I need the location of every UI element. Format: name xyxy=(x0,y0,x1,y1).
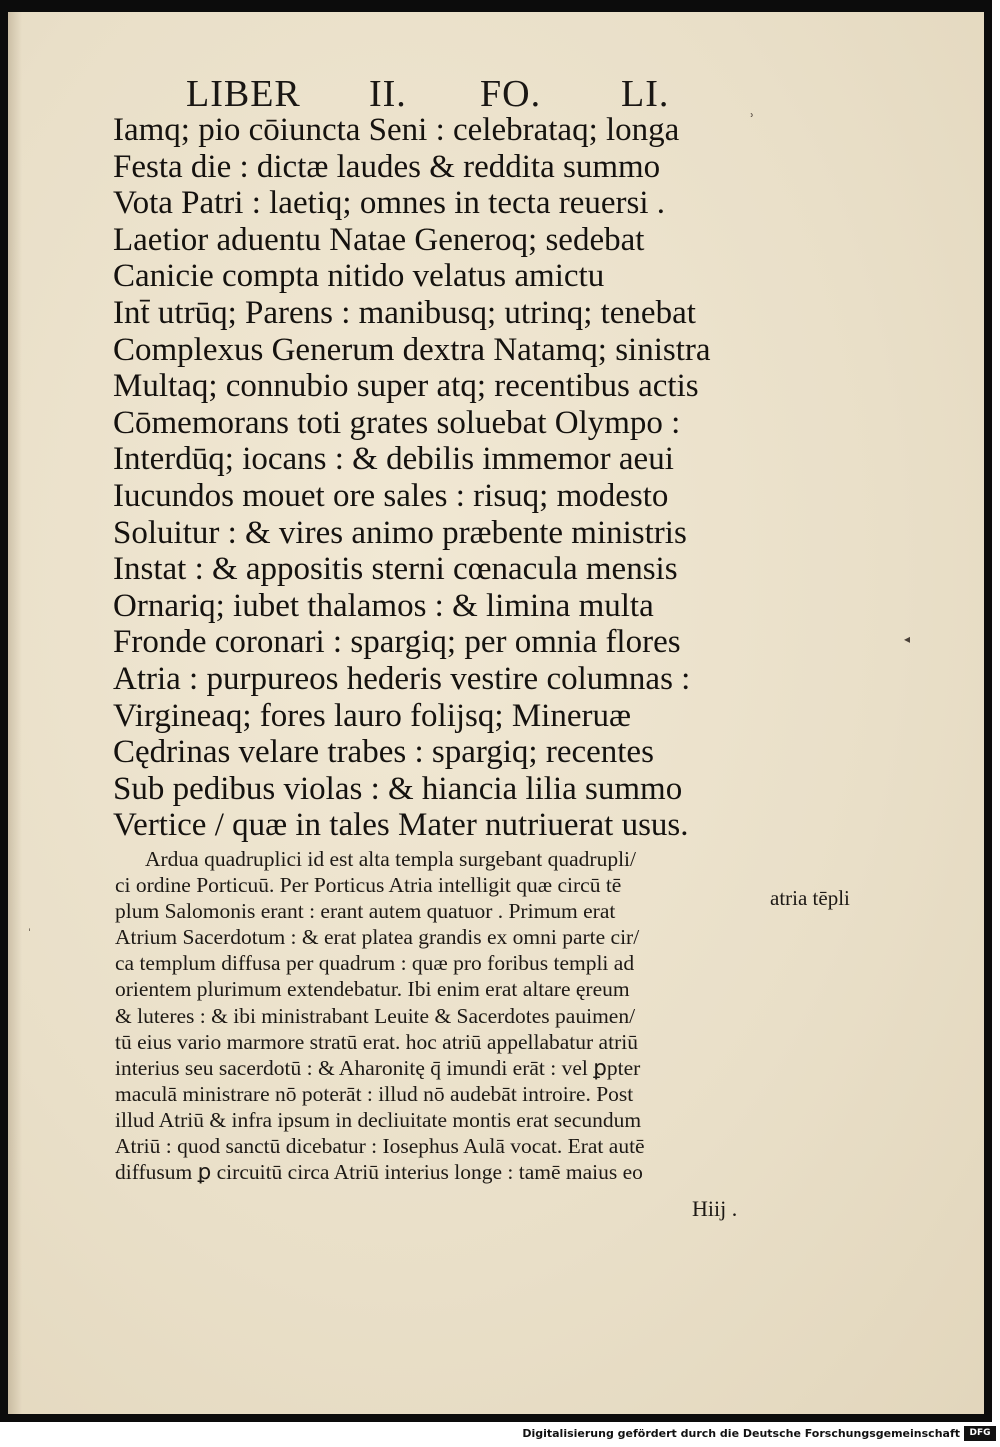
verse-line: Cędrinas velare trabes : spargiq; recentes xyxy=(113,734,654,771)
commentary-line: ca templum diffusa per quadrum : quæ pro foribus templi ad xyxy=(115,951,635,976)
verse-line: Vertice / quæ in tales Mater nutriuerat usus. xyxy=(113,807,689,844)
page-gutter-shadow xyxy=(8,12,22,1414)
verse-text xyxy=(113,112,793,844)
commentary-text xyxy=(115,846,775,1185)
verse-line: Int̄ utrūq; Parens : manibusq; utrinq; tenebat xyxy=(113,294,696,331)
verse-line: Sub pedibus violas : & hiancia lilia summo xyxy=(113,770,683,807)
verse-line: Festa die : dictæ laudes & reddita summo xyxy=(113,148,661,185)
commentary-line: tū eius vario marmore stratū erat. hoc atriū appellabatur atriū xyxy=(115,1029,638,1054)
commentary-line: Ardua quadruplici id est alta templa surgebant quadrupli/ xyxy=(145,847,636,871)
verse-line: Virgineaq; fores lauro folijsq; Mineruæ xyxy=(113,697,631,734)
verse-line: Canicie compta nitido velatus amictu xyxy=(113,258,605,295)
ink-speck: ˈ xyxy=(28,928,31,939)
verse-line: Laetior aduentu Natae Generoq; sedebat xyxy=(113,221,645,258)
commentary-line: Atrium Sacerdotum : & erat platea grandis ex omni parte cir/ xyxy=(115,925,640,950)
commentary-line: illud Atriū & infra ipsum in decliuitate montis erat secundum xyxy=(115,1107,642,1132)
commentary-line: maculā ministrare nō poterāt : illud nō audebāt introire. Post xyxy=(115,1081,634,1106)
commentary-line: orientem plurimum extendebatur. Ibi enim erat altare ęreum xyxy=(115,977,630,1002)
signature-mark: Hiij . xyxy=(692,1196,738,1221)
footer-bar xyxy=(0,1422,1000,1447)
verse-line: Ornariq; iubet thalamos : & limina multa xyxy=(113,587,654,624)
verse-line: Soluitur : & vires animo præbente ministris xyxy=(113,514,687,551)
header-book-number: II. xyxy=(369,73,407,115)
ink-speck: ʾ xyxy=(750,112,755,128)
verse-line: Fronde coronari : spargiq; per omnia flores xyxy=(113,624,681,661)
commentary-line: interius seu sacerdotū : & Aharonitę q̄ imundi erāt : vel ꝑpter xyxy=(115,1055,641,1080)
verse-line: Instat : & appositis sterni cœnacula mensis xyxy=(113,551,678,588)
verse-line: Interdūq; iocans : & debilis immemor aeui xyxy=(113,441,674,478)
dfg-logo: DFG xyxy=(964,1426,996,1441)
verse-line: Multaq; connubio super atq; recentibus actis xyxy=(113,368,699,405)
commentary-line: plum Salomonis erant : erant autem quatuor . Primum erat xyxy=(115,899,616,924)
verse-line: Iucundos mouet ore sales : risuq; modesto xyxy=(113,477,669,514)
header-folio-number: LI. xyxy=(621,73,670,115)
ink-speck: ◂ xyxy=(904,632,911,646)
verse-line: Atria : purpureos hederis vestire columnas : xyxy=(113,660,691,697)
verse-line: Complexus Generum dextra Natamq; sinistra xyxy=(113,331,711,368)
header-liber: LIBER xyxy=(186,73,301,115)
commentary-line: ci ordine Porticuū. Per Porticus Atria intelligit quæ circū tē xyxy=(115,873,622,898)
commentary-line: & luteres : & ibi ministrabant Leuite & Sacerdotes pauimen/ xyxy=(115,1003,636,1028)
verse-line: Vota Patri : laetiq; omnes in tecta reuersi . xyxy=(113,185,665,222)
commentary-line: diffusum ꝑ circuitū circa Atriū interius longe : tamē maius eo xyxy=(115,1160,643,1185)
funding-credit: Digitalisierung gefördert durch die Deutsche Forschungsgemeinschaft xyxy=(522,1427,960,1440)
verse-line: Cōmemorans toti grates soluebat Olympo : xyxy=(113,404,681,441)
commentary-line: Atriū : quod sanctū dicebatur : Iosephus Aulā vocat. Erat autē xyxy=(115,1134,645,1159)
margin-note: atria tēpli xyxy=(770,886,850,910)
header-fo: FO. xyxy=(480,73,542,115)
verse-line: Iamq; pio cōiuncta Seni : celebrataq; longa xyxy=(113,112,680,148)
